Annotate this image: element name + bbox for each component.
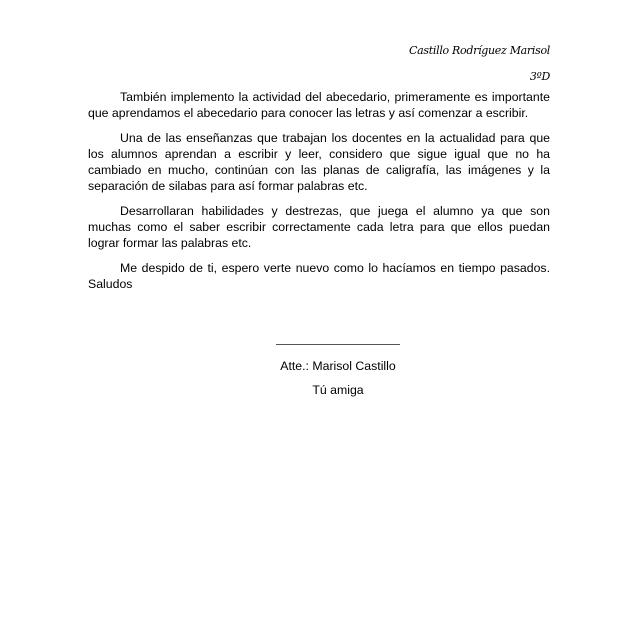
paragraph-1: También implemento la actividad del abecedario, primeramente es importante que aprendamos el abecedario para conocer las letras y así comenzar a escribir. (88, 90, 550, 121)
paragraph-3: Desarrollaran habilidades y destrezas, que juega el alumno ya que son muchas como el saber escribir correctamente cada letra para que ellos puedan lograr formar las palabras etc. (88, 204, 550, 251)
paragraph-2: Una de las enseñanzas que trabajan los docentes en la actualidad para que los alumnos aprendan a escribir y leer, considero que sigue igual que no ha cambiado en mucho, continúan con las planas de caligrafía, las imágenes y la separación de silabas para así formar palabras etc. (88, 130, 550, 194)
letter-body (88, 89, 550, 301)
signature-block (258, 344, 418, 398)
signature-line (276, 344, 400, 345)
signature-name: Atte.: Marisol Castillo (280, 359, 396, 373)
paragraph-4: Me despido de ti, espero verte nuevo como lo hacíamos en tiempo pasados. Saludos (88, 261, 550, 292)
author-header: Castillo Rodríguez Marisol (409, 44, 550, 57)
signature-closing: Tú amiga (312, 383, 364, 397)
grade-header: 3ºD (529, 70, 550, 83)
